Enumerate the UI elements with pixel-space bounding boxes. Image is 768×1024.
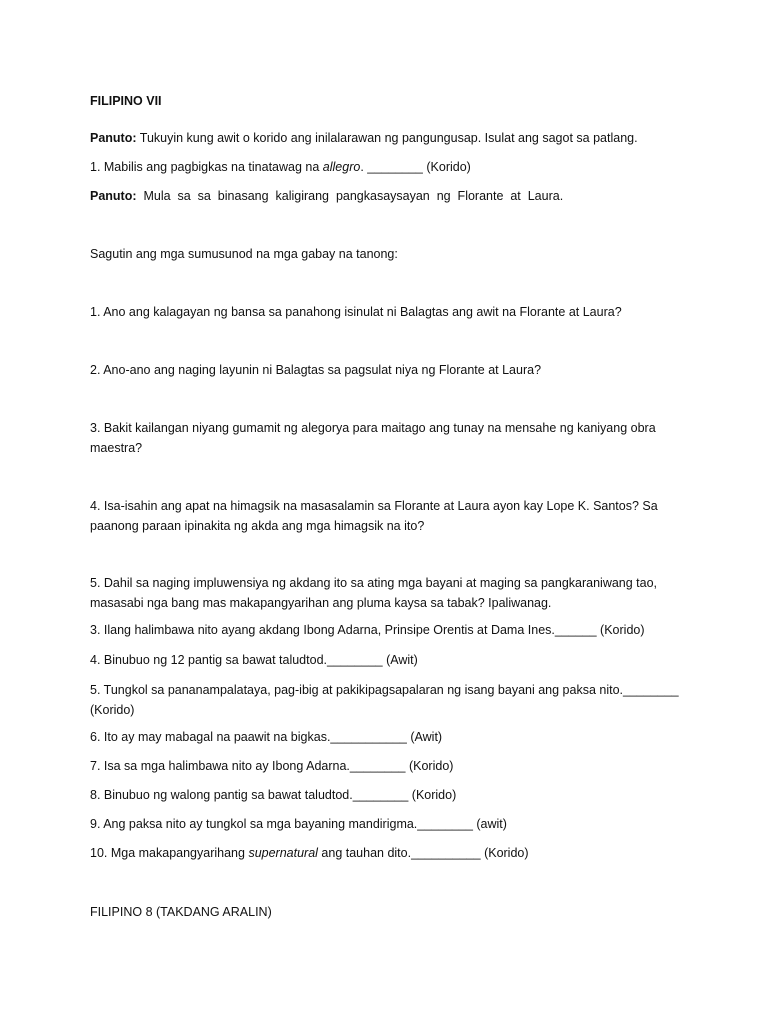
question-3: 3. Bakit kailangan niyang gumamit ng alegorya para maitago ang tunay na mensahe ng kaniyang obra maestra? bbox=[90, 421, 656, 455]
item-10 bbox=[90, 843, 690, 863]
question-2: 2. Ano-ano ang naging layunin ni Balagtas sa pagsulat niya ng Florante at Laura? bbox=[90, 363, 542, 377]
item-1-before: 1. Mabilis ang pagbigkas na tinatawag na bbox=[90, 160, 323, 174]
item-10-after: ang tauhan dito.__________ (Korido) bbox=[317, 846, 529, 860]
footer-heading: FILIPINO 8 (TAKDANG ARALIN) bbox=[90, 905, 272, 919]
item-1 bbox=[90, 157, 690, 177]
item-9: 9. Ang paksa nito ay tungkol sa mga bayaning mandirigma.________ (awit) bbox=[90, 817, 507, 831]
item-3: 3. Ilang halimbawa nito ayang akdang Ibong Adarna, Prinsipe Orentis at Dama Ines.______ (Korido) bbox=[90, 623, 645, 637]
item-1-italic: allegro bbox=[322, 160, 361, 174]
item-4: 4. Binubuo ng 12 pantig sa bawat taludtod.________ (Awit) bbox=[90, 653, 418, 667]
guide-heading: Sagutin ang mga sumusunod na mga gabay na tanong: bbox=[90, 247, 398, 261]
item-8: 8. Binubuo ng walong pantig sa bawat taludtod.________ (Korido) bbox=[90, 788, 457, 802]
item-7: 7. Isa sa mga halimbawa nito ay Ibong Adarna.________ (Korido) bbox=[90, 759, 454, 773]
item-1-after: . ________ (Korido) bbox=[360, 160, 471, 174]
document-title: FILIPINO VII bbox=[90, 94, 162, 108]
instruction-1 bbox=[90, 128, 690, 148]
question-5: 5. Dahil sa naging impluwensiya ng akdang ito sa ating mga bayani at maging sa pangkaraniwang tao, masasabi nga bang mas makapangyarihan ang pluma kaysa sa tabak? Ipaliwanag. bbox=[90, 576, 658, 610]
item-5: 5. Tungkol sa pananampalataya, pag-ibig at pakikipagsapalaran ng isang bayani ang paksa nito.________ (Korido) bbox=[90, 683, 679, 717]
instruction-2 bbox=[90, 186, 690, 206]
question-1: 1. Ano ang kalagayan ng bansa sa panahong isinulat ni Balagtas ang awit na Florante at Laura? bbox=[90, 305, 622, 319]
item-10-before: 10. Mga makapangyarihang bbox=[90, 846, 249, 860]
instruction-1-text: Tukuyin kung awit o korido ang inilalarawan ng pangungusap. Isulat ang sagot sa patlang. bbox=[136, 131, 638, 145]
instruction-2-text: Mula sa sa binasang kaligirang pangkasaysayan ng Florante at Laura. bbox=[136, 189, 564, 203]
instruction-1-label: Panuto: bbox=[90, 131, 137, 145]
question-4: 4. Isa-isahin ang apat na himagsik na masasalamin sa Florante at Laura ayon kay Lope K. Santos? Sa paanong paraan ipinakita ng akda ang mga himagsik na ito? bbox=[90, 499, 658, 533]
instruction-2-label: Panuto: bbox=[90, 189, 137, 203]
item-6: 6. Ito ay may mabagal na paawit na bigkas.___________ (Awit) bbox=[90, 730, 443, 744]
item-10-italic: supernatural bbox=[248, 846, 318, 860]
